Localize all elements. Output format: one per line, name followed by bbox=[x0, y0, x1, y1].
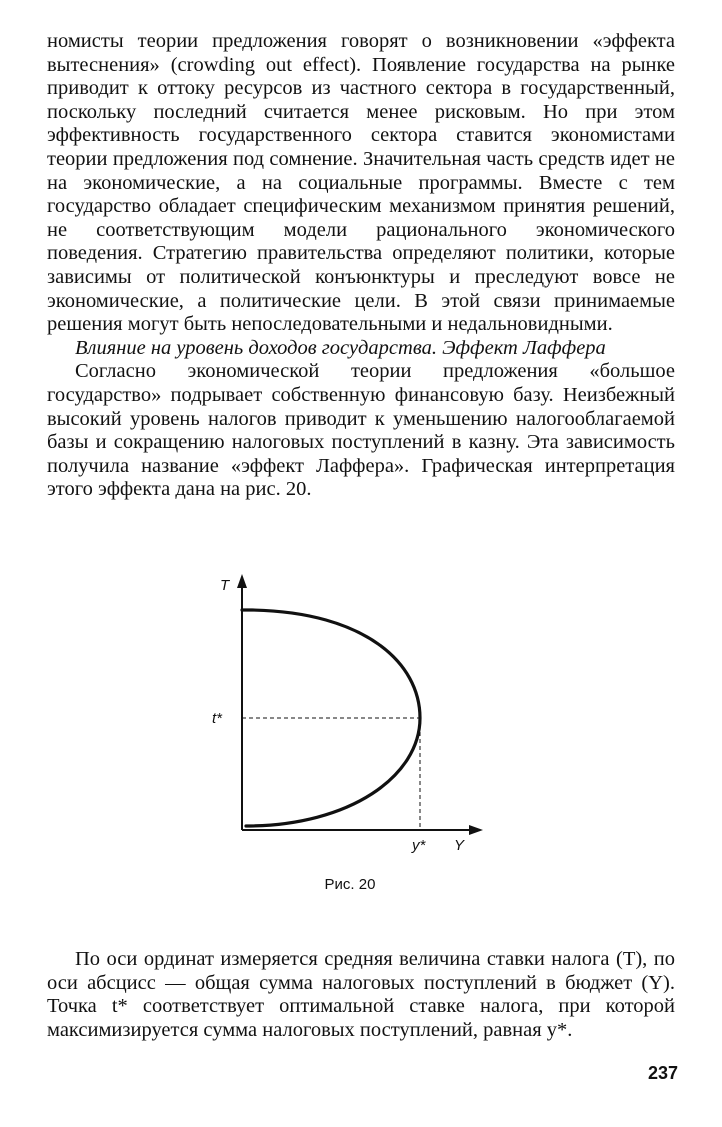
bottom-text-block bbox=[47, 948, 675, 1042]
y-star-label: y* bbox=[412, 837, 426, 854]
laffer-curve-figure bbox=[190, 568, 510, 858]
laffer-curve bbox=[242, 610, 420, 826]
paragraph-laffer-effect: Согласно экономической теории предложения «большое государство» подрывает собственную финансовую базу. Неизбежный высокий уровень налогов приводит к уменьшению налогооблагаемой базы и сокращению налоговых поступлений в казну. Эта зависимость получила название «эффект Лаффера». Графическая интерпретация этого эффекта дана на рис. 20. bbox=[47, 360, 675, 501]
laffer-curve-svg bbox=[190, 568, 510, 858]
x-axis-label: Y bbox=[454, 837, 465, 854]
figure-caption: Рис. 20 bbox=[324, 876, 376, 893]
section-heading-laffer: Влияние на уровень доходов государства. Эффект Лаффера bbox=[75, 336, 606, 359]
y-axis-arrow bbox=[237, 574, 247, 588]
t-star-label: t* bbox=[212, 710, 223, 727]
page-number: 237 bbox=[647, 1063, 678, 1083]
paragraph-axes-explanation: По оси ординат измеряется средняя величина ставки налога (T), по оси абсцисс — общая сумма налоговых поступлений в бюджет (Y). Точка t* соответствует оптимальной ставке налога, при которой максимизируется сумма налоговых поступлений, равная y*. bbox=[47, 948, 675, 1041]
x-axis-arrow bbox=[469, 825, 483, 835]
paragraph-crowding-out: номисты теории предложения говорят о возникновении «эффекта вытеснения» (crowding out effect). Появление государства на рынке приводит к оттоку ресурсов из частного сектора в государственный, поскольку последний считается менее рисковым. Но при этом эффективность государственного сектора ставится экономистами теории предложения под сомнение. Значительная часть средств идет не на экономические, а на социальные программы. Вместе с тем государство обладает специфическим механизмом принятия решений, не соответствующим модели рационального экономического поведения. Стратегию правительства определяют политики, которые зависимы от политической конъюнктуры и преследуют вовсе не экономические, а политические цели. В этой связи принимаемые решения могут быть непоследовательными и недальновидными. bbox=[47, 30, 675, 336]
main-text-block bbox=[47, 30, 675, 502]
y-axis-label: T bbox=[220, 577, 230, 594]
